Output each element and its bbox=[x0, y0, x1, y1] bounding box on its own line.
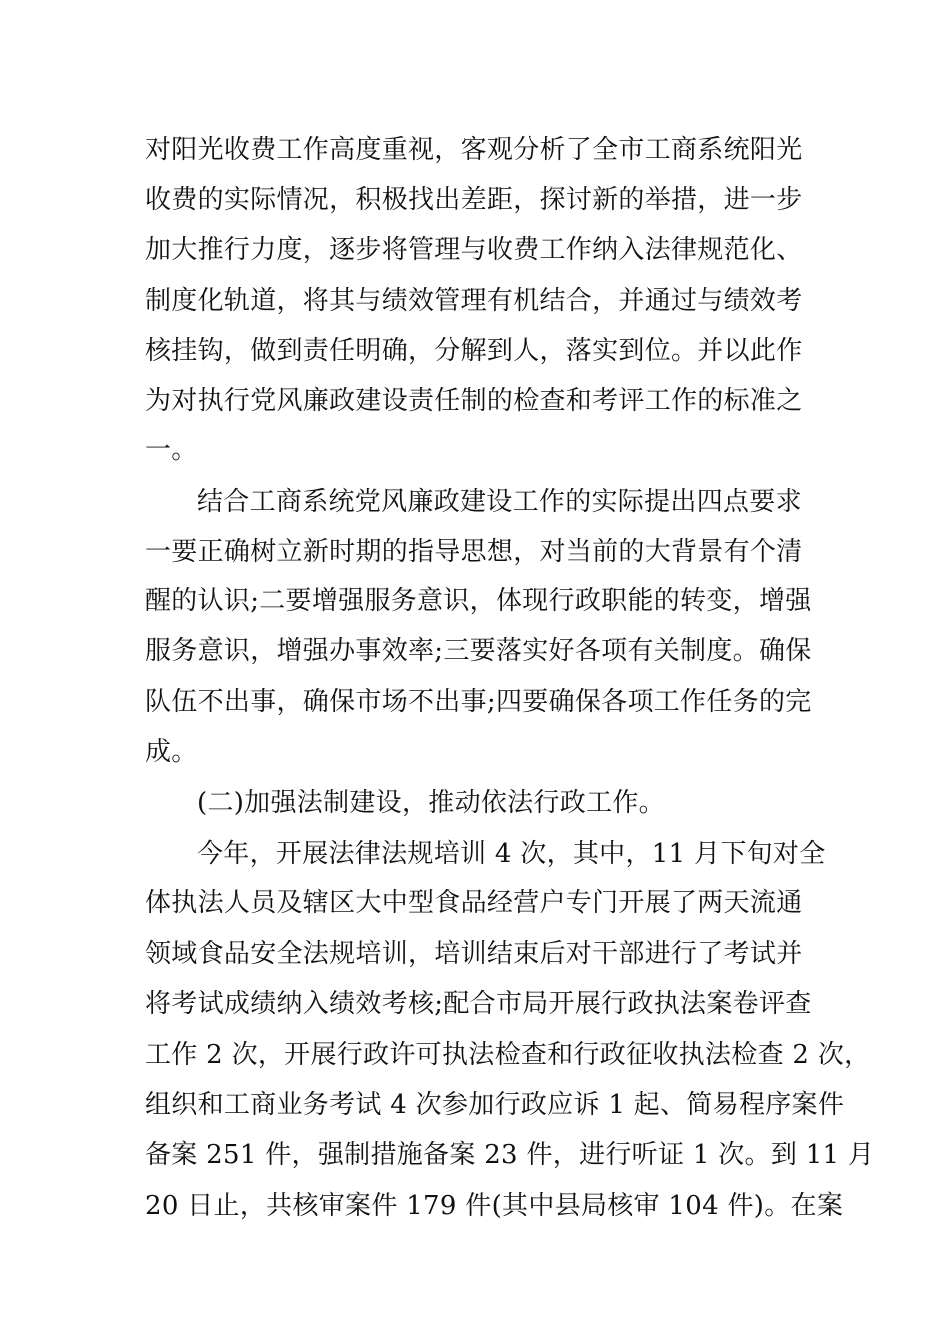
text-line: 核挂钩，做到责任明确，分解到人，落实到位。并以此作 bbox=[145, 336, 803, 366]
text-line: 一。 bbox=[145, 435, 198, 465]
text-line: 一要正确树立新时期的指导思想，对当前的大背景有个清 bbox=[145, 537, 803, 567]
text-line: 20 日止，共核审案件 179 件(其中县局核审 104 件)。在案 bbox=[145, 1191, 844, 1221]
text-line: 收费的实际情况，积极找出差距，探讨新的举措，进一步 bbox=[145, 185, 803, 215]
text-line: 队伍不出事，确保市场不出事;四要确保各项工作任务的完 bbox=[145, 687, 812, 717]
paragraph-first-line: 今年，开展法律法规培训 4 次，其中，11 月下旬对全 bbox=[197, 839, 826, 869]
text-line: 工作 2 次，开展行政许可执法检查和行政征收执法检查 2 次， bbox=[145, 1040, 871, 1070]
text-line: 制度化轨道，将其与绩效管理有机结合，并通过与绩效考 bbox=[145, 286, 803, 316]
text-line: 备案 251 件，强制措施备案 23 件，进行听证 1 次。到 11 月 bbox=[145, 1140, 875, 1170]
text-line: 体执法人员及辖区大中型食品经营户专门开展了两天流通 bbox=[145, 888, 803, 918]
text-line: 对阳光收费工作高度重视，客观分析了全市工商系统阳光 bbox=[145, 135, 803, 165]
paragraph-first-line: 结合工商系统党风廉政建设工作的实际提出四点要求 bbox=[197, 487, 802, 517]
text-line: 加大推行力度，逐步将管理与收费工作纳入法律规范化、 bbox=[145, 235, 803, 265]
text-line: 将考试成绩纳入绩效考核;配合市局开展行政执法案卷评查 bbox=[145, 989, 812, 1019]
text-line: 成。 bbox=[145, 737, 198, 767]
text-line: 组织和工商业务考试 4 次参加行政应诉 1 起、简易程序案件 bbox=[145, 1090, 845, 1120]
text-line: 领域食品安全法规培训，培训结束后对干部进行了考试并 bbox=[145, 939, 803, 969]
text-line: 为对执行党风廉政建设责任制的检查和考评工作的标准之 bbox=[145, 386, 803, 416]
text-line: 醒的认识;二要增强服务意识，体现行政职能的转变，增强 bbox=[145, 586, 812, 616]
section-heading: (二)加强法制建设，推动依法行政工作。 bbox=[197, 788, 665, 818]
text-line: 服务意识，增强办事效率;三要落实好各项有关制度。确保 bbox=[145, 636, 812, 666]
